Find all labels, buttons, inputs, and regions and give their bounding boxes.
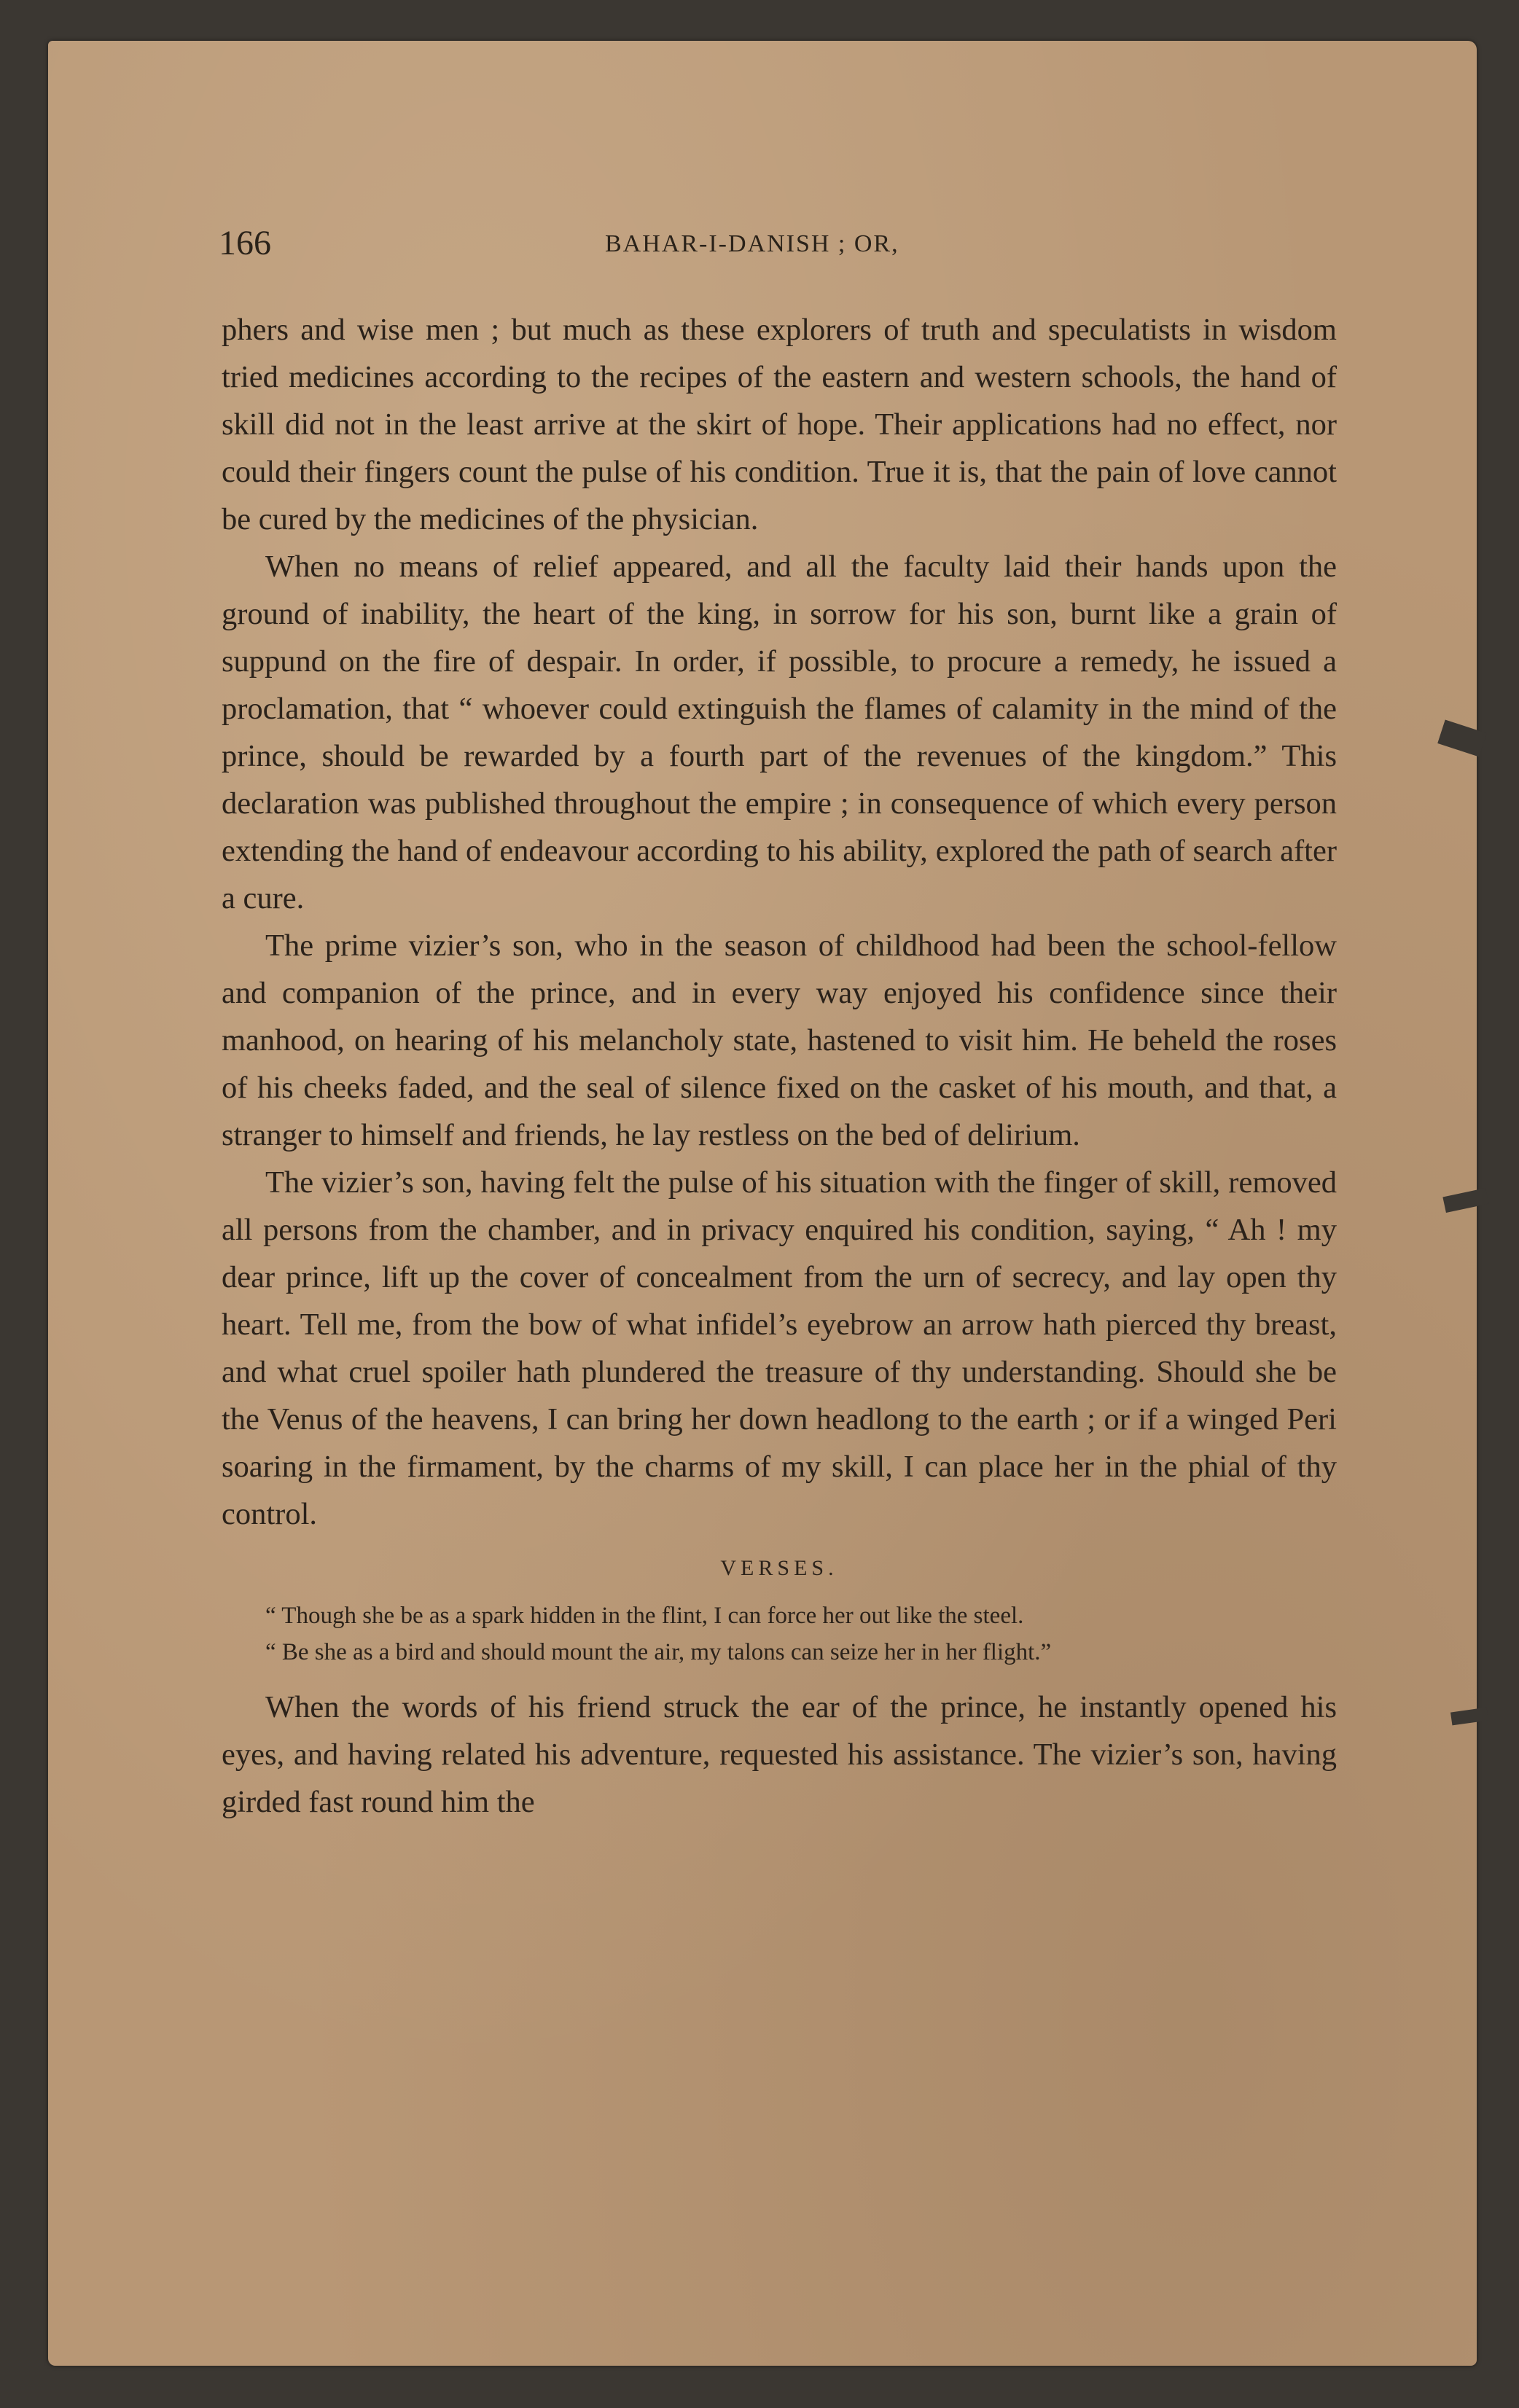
page-tear <box>1437 720 1487 757</box>
page-tear <box>1442 1188 1488 1213</box>
paragraph: When no means of relief appeared, and all the faculty laid their hands upon the ground of inability, the heart of the king, in sorrow for his son, burnt like a grain of suppund on the fire of despair. In order, if possible, to procure a remedy, he issued a proclamation, that “ whoever could extinguish the flames of calamity in the mind of the prince, should be rewarded by a fourth part of the revenues of the kingdom.” This declaration was published throughout the empire ; in consequence of which every person extending the hand of endeavour according to his ability, explored the path of search after a cure. <box>222 550 1337 915</box>
verse-block <box>222 1598 1337 1670</box>
verse-line: “ Be she as a bird and should mount the air, my talons can seize her in her flight.” <box>265 1639 1052 1665</box>
running-head: BAHAR-I-DANISH ; OR, <box>605 230 899 257</box>
paragraph: When the words of his friend struck the ear of the prince, he instantly opened his eyes, and having related his adventure, requested his assistance. The vizier’s son, having girded fast round him the <box>222 1690 1337 1819</box>
page-body <box>222 306 1337 1826</box>
paragraph: phers and wise men ; but much as these explorers of truth and speculatists in wisdom tried medicines according to the recipes of the eastern and western schools, the hand of skill did not in the least arrive at the skirt of hope. Their applications had no effect, nor could their fingers count the pulse of his condition. True it is, that the pain of love cannot be cured by the medicines of the physician. <box>222 313 1337 536</box>
paragraph: The prime vizier’s son, who in the season of childhood had been the school-fellow and companion of the prince, and in every way enjoyed his confidence since their manhood, on hearing of his melancholy state, hastened to visit him. He beheld the roses of his cheeks faded, and the seal of silence fixed on the casket of his mouth, and that, a stranger to himself and friends, he lay restless on the bed of delirium. <box>222 929 1337 1152</box>
verse-line: “ Though she be as a spark hidden in the flint, I can force her out like the steel. <box>265 1603 1024 1629</box>
page-number: 166 <box>219 224 271 262</box>
paragraph: The vizier’s son, having felt the pulse of his situation with the finger of skill, removed all persons from the chamber, and in privacy enquired his condition, saying, “ Ah ! my dear prince, lift up the cover of concealment from the urn of secrecy, and lay open thy heart. Tell me, from the bow of what infidel’s eyebrow an arrow hath pierced thy breast, and what cruel spoiler hath plundered the treasure of thy understanding. Should she be the Venus of the heavens, I can bring her down headlong to the earth ; or if a winged Peri soaring in the firmament, by the charms of my skill, I can place her in the phial of thy control. <box>222 1165 1337 1531</box>
page-tear <box>1450 1708 1488 1726</box>
page-header <box>219 223 1341 267</box>
verses-heading: VERSES. <box>720 1556 838 1580</box>
